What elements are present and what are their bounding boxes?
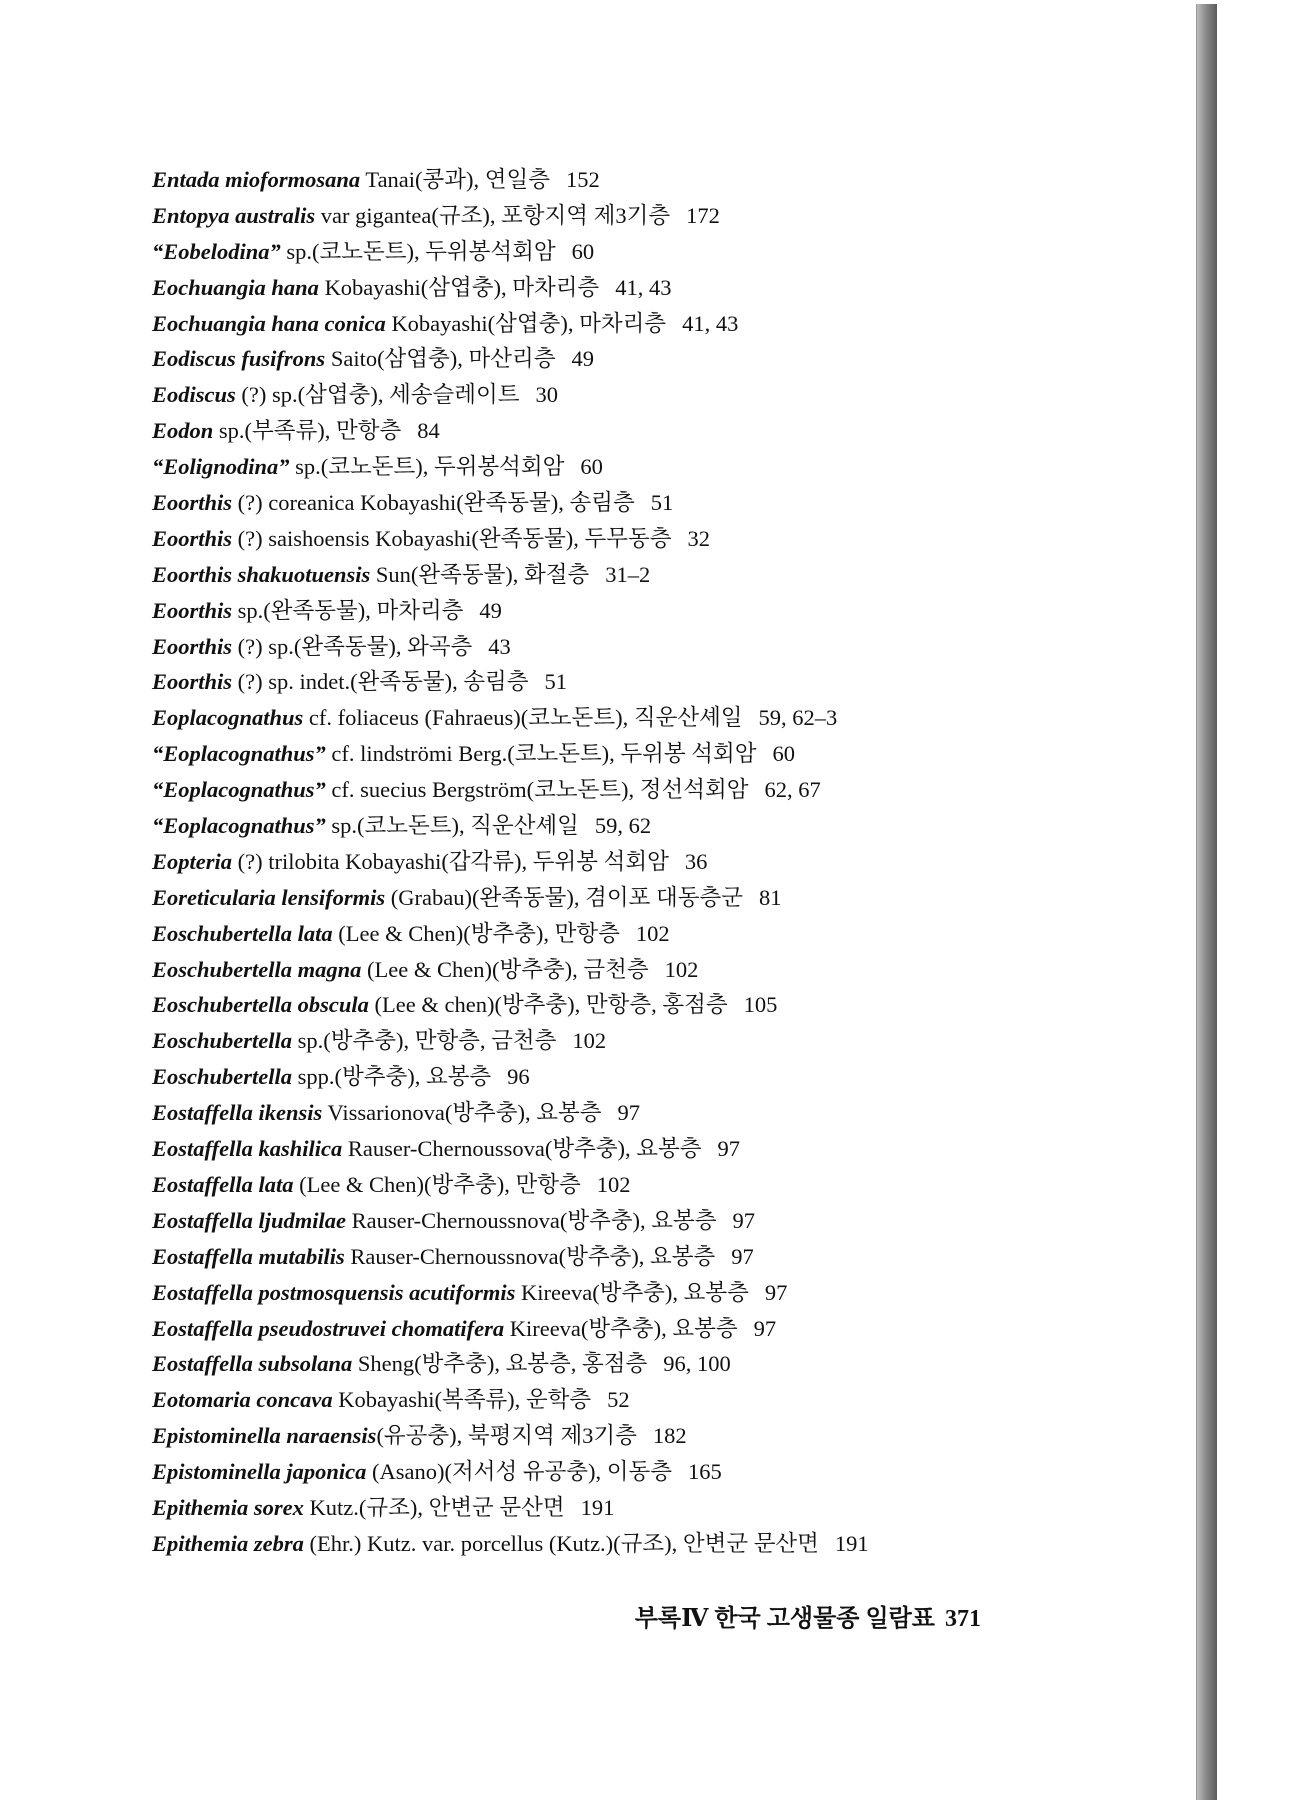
index-entry bbox=[152, 270, 1192, 306]
page-reference: 97 bbox=[731, 1243, 754, 1269]
page-reference: 97 bbox=[617, 1100, 640, 1126]
species-name: Eostaffella mutabilis bbox=[152, 1243, 345, 1269]
species-details: (Lee & Chen)(방추충), 금천층 bbox=[361, 956, 649, 982]
species-details: (?) trilobita Kobayashi(갑각류), 두위봉 석회암 bbox=[232, 848, 669, 874]
page-reference: 97 bbox=[732, 1207, 755, 1233]
page-reference: 30 bbox=[535, 382, 558, 408]
page-reference: 102 bbox=[572, 1028, 607, 1054]
species-details: (Asano)(저서성 유공충), 이동층 bbox=[366, 1459, 672, 1485]
page-footer bbox=[635, 1598, 981, 1633]
species-details: (?) sp.(완족동물), 와곡층 bbox=[232, 633, 473, 659]
index-entry bbox=[152, 1059, 1192, 1095]
species-details: cf. lindströmi Berg.(코노돈트), 두위봉 석회암 bbox=[325, 741, 757, 767]
species-name: “Eobelodina” bbox=[152, 238, 281, 264]
species-details: var gigantea(규조), 포항지역 제3기층 bbox=[315, 202, 671, 228]
species-name: Epistominella naraensis bbox=[152, 1423, 377, 1449]
page-reference: 84 bbox=[417, 418, 440, 444]
species-name: Epithemia sorex bbox=[152, 1494, 304, 1520]
index-entry bbox=[152, 1239, 1192, 1275]
species-name: Eoorthis bbox=[152, 669, 233, 695]
index-entry bbox=[152, 952, 1192, 988]
page-reference: 102 bbox=[596, 1171, 631, 1197]
index-entry bbox=[152, 306, 1192, 342]
page-reference: 191 bbox=[580, 1494, 615, 1520]
page-reference: 43 bbox=[488, 633, 511, 659]
species-name: Eostaffella subsolana bbox=[152, 1351, 353, 1377]
species-name: Eoplacognathus bbox=[152, 705, 304, 731]
species-details: Sun(완족동물), 화절층 bbox=[370, 561, 590, 587]
species-details: Kutz.(규조), 안변군 문산면 bbox=[303, 1494, 565, 1520]
index-entry bbox=[152, 772, 1192, 808]
species-details: Kobayashi(복족류), 운학층 bbox=[332, 1387, 592, 1413]
species-details: Tanai(콩과), 연일층 bbox=[360, 167, 550, 192]
species-details: (Ehr.) Kutz. var. porcellus (Kutz.)(규조), 안변군 문산면 bbox=[303, 1530, 819, 1556]
species-name: Eotomaria concava bbox=[152, 1387, 333, 1413]
index-entry bbox=[152, 808, 1192, 844]
species-details: (?) saishoensis Kobayashi(완족동물), 두무동층 bbox=[232, 525, 672, 551]
page-reference: 49 bbox=[479, 597, 502, 623]
page-reference: 191 bbox=[834, 1530, 869, 1556]
species-name: Eochuangia hana bbox=[152, 274, 319, 300]
species-name: Eostaffella ljudmilae bbox=[152, 1207, 346, 1233]
index-entry bbox=[152, 664, 1192, 700]
page-reference: 31–2 bbox=[605, 561, 651, 587]
page-reference: 96 bbox=[507, 1064, 530, 1090]
species-details: Kireeva(방추충), 요봉층 bbox=[515, 1279, 749, 1305]
index-entry bbox=[152, 736, 1192, 772]
index-entry bbox=[152, 1490, 1192, 1526]
species-name: Eoorthis shakuotuensis bbox=[152, 561, 371, 587]
index-entry bbox=[152, 341, 1192, 377]
species-name: Eoschubertella lata bbox=[152, 920, 333, 946]
index-entry bbox=[152, 1167, 1192, 1203]
index-entry bbox=[152, 557, 1192, 593]
species-name: Eoorthis bbox=[152, 633, 233, 659]
species-details: (Lee & Chen)(방추충), 만항층 bbox=[332, 920, 620, 946]
species-details: sp.(완족동물), 마차리층 bbox=[232, 597, 464, 623]
species-details: sp.(코노돈트), 직운산셰일 bbox=[325, 813, 579, 839]
index-entry bbox=[152, 485, 1192, 521]
page-reference: 52 bbox=[607, 1387, 630, 1413]
species-name: Entada mioformosana bbox=[152, 167, 361, 192]
species-name: Eochuangia hana conica bbox=[152, 310, 386, 336]
page-edge bbox=[1196, 4, 1217, 1800]
index-entry bbox=[152, 521, 1192, 557]
species-details: sp.(부족류), 만항층 bbox=[213, 418, 402, 444]
index-entry bbox=[152, 413, 1192, 449]
index-entry bbox=[152, 916, 1192, 952]
page-reference: 49 bbox=[571, 346, 594, 372]
species-name: Eoschubertella magna bbox=[152, 956, 362, 982]
page-reference: 51 bbox=[544, 669, 568, 695]
species-details: cf. suecius Bergström(코노돈트), 정선석회암 bbox=[325, 777, 749, 803]
species-details: (유공충), 북평지역 제3기층 bbox=[376, 1423, 637, 1449]
page-reference: 102 bbox=[664, 956, 699, 982]
species-details: Rauser-Chernoussnova(방추충), 요봉층 bbox=[345, 1207, 717, 1233]
species-details: Kobayashi(삼엽충), 마차리층 bbox=[318, 274, 600, 300]
page-reference: 81 bbox=[758, 884, 782, 910]
page-reference: 41, 43 bbox=[615, 274, 672, 300]
species-details: Kireeva(방추충), 요봉층 bbox=[504, 1315, 738, 1341]
index-entry bbox=[152, 1203, 1192, 1239]
page-reference: 105 bbox=[743, 992, 778, 1018]
species-name: “Eoplacognathus” bbox=[152, 741, 326, 767]
species-details: Kobayashi(삼엽충), 마차리층 bbox=[385, 310, 667, 336]
index-entry bbox=[152, 880, 1192, 916]
index-entry bbox=[152, 1311, 1192, 1347]
page-reference: 60 bbox=[772, 741, 795, 767]
species-name: Entopya australis bbox=[152, 202, 316, 228]
index-entry bbox=[152, 234, 1192, 270]
species-name: Eoorthis bbox=[152, 525, 233, 551]
index-entry bbox=[152, 1095, 1192, 1131]
page-reference: 59, 62 bbox=[594, 813, 652, 839]
species-name: Eoorthis bbox=[152, 597, 233, 623]
species-name: Epithemia zebra bbox=[152, 1530, 304, 1556]
index-entry bbox=[152, 1023, 1192, 1059]
index-entry bbox=[152, 593, 1192, 629]
page-reference: 172 bbox=[686, 202, 720, 228]
page-reference: 97 bbox=[717, 1136, 740, 1162]
page-reference: 102 bbox=[635, 920, 670, 946]
page-reference: 59, 62–3 bbox=[758, 705, 838, 731]
index-entry bbox=[152, 162, 1192, 198]
species-name: Eodiscus bbox=[152, 382, 236, 408]
species-details: Saito(삼엽충), 마산리층 bbox=[325, 346, 556, 372]
species-name: Eostaffella ikensis bbox=[152, 1100, 323, 1126]
species-name: Eoreticularia lensiformis bbox=[152, 884, 386, 910]
page-number: 371 bbox=[945, 1606, 981, 1632]
species-details: Sheng(방추충), 요봉층, 홍점층 bbox=[352, 1351, 648, 1377]
species-details: (Grabau)(완족동물), 겸이포 대동층군 bbox=[385, 884, 743, 910]
species-name: “Eoplacognathus” bbox=[152, 777, 326, 803]
species-details: sp.(코노돈트), 두위봉석회암 bbox=[280, 238, 556, 264]
page-reference: 97 bbox=[764, 1279, 788, 1305]
species-name: Eoschubertella obscula bbox=[152, 992, 369, 1018]
footer-title: 부록Ⅳ 한국 고생물종 일람표 bbox=[634, 1606, 935, 1632]
species-name: Eopteria bbox=[152, 848, 233, 874]
index-entry bbox=[152, 1275, 1192, 1311]
species-name: Epistominella japonica bbox=[152, 1459, 367, 1485]
species-name: Eodon bbox=[152, 418, 214, 444]
page-reference: 36 bbox=[684, 848, 708, 874]
index-entry bbox=[152, 1382, 1192, 1418]
species-details: sp.(방추충), 만항층, 금천층 bbox=[292, 1028, 557, 1054]
species-details: (Lee & chen)(방추충), 만항층, 홍점층 bbox=[368, 992, 728, 1018]
species-name: Eoschubertella bbox=[152, 1028, 293, 1054]
index-entry bbox=[152, 629, 1192, 665]
index-entry bbox=[152, 987, 1192, 1023]
index-entry bbox=[152, 1454, 1192, 1490]
species-name: “Eoplacognathus” bbox=[152, 813, 326, 839]
index-entry bbox=[152, 198, 1192, 234]
page-reference: 152 bbox=[565, 167, 600, 192]
species-details: Rauser-Chernoussova(방추충), 요봉층 bbox=[342, 1136, 702, 1162]
species-details: cf. foliaceus (Fahraeus)(코노돈트), 직운산셰일 bbox=[303, 705, 743, 731]
species-name: Eostaffella kashilica bbox=[152, 1136, 343, 1162]
page-reference: 32 bbox=[687, 525, 710, 551]
index-entry bbox=[152, 377, 1192, 413]
index-entry bbox=[152, 700, 1192, 736]
page-reference: 62, 67 bbox=[764, 777, 821, 803]
species-name: Eoorthis bbox=[152, 490, 233, 516]
index-entry bbox=[152, 844, 1192, 880]
species-details: (?) sp.(삼엽충), 세송슬레이트 bbox=[235, 382, 520, 408]
index-entry bbox=[152, 1418, 1192, 1454]
species-details: sp.(코노돈트), 두위봉석회암 bbox=[289, 454, 565, 480]
species-index-list bbox=[152, 162, 1192, 1562]
species-name: Eostaffella pseudostruvei chomatifera bbox=[152, 1315, 505, 1341]
species-details: spp.(방추충), 요봉층 bbox=[292, 1064, 492, 1090]
page-reference: 60 bbox=[580, 454, 603, 480]
species-details: Rauser-Chernoussnova(방추충), 요봉층 bbox=[344, 1243, 716, 1269]
species-name: Eodiscus fusifrons bbox=[152, 346, 326, 372]
species-details: (?) coreanica Kobayashi(완족동물), 송림층 bbox=[232, 490, 635, 516]
index-entry bbox=[152, 1131, 1192, 1167]
species-details: Vissarionova(방추충), 요봉층 bbox=[322, 1100, 602, 1126]
species-name: Eostaffella postmosquensis acutiformis bbox=[152, 1279, 516, 1305]
index-entry bbox=[152, 1346, 1192, 1382]
species-details: (Lee & Chen)(방추충), 만항층 bbox=[293, 1171, 581, 1197]
page-reference: 165 bbox=[687, 1459, 722, 1485]
index-entry bbox=[152, 449, 1192, 485]
species-name: Eoschubertella bbox=[152, 1064, 293, 1090]
species-name: Eostaffella lata bbox=[152, 1171, 294, 1197]
page-reference: 41, 43 bbox=[682, 310, 739, 336]
page-reference: 51 bbox=[650, 490, 674, 516]
page-reference: 97 bbox=[753, 1315, 777, 1341]
page-reference: 182 bbox=[652, 1423, 687, 1449]
index-entry bbox=[152, 1526, 1192, 1562]
species-name: “Eolignodina” bbox=[152, 454, 290, 480]
page-reference: 60 bbox=[571, 238, 595, 264]
species-details: (?) sp. indet.(완족동물), 송림층 bbox=[232, 669, 529, 695]
page-reference: 96, 100 bbox=[663, 1351, 731, 1377]
